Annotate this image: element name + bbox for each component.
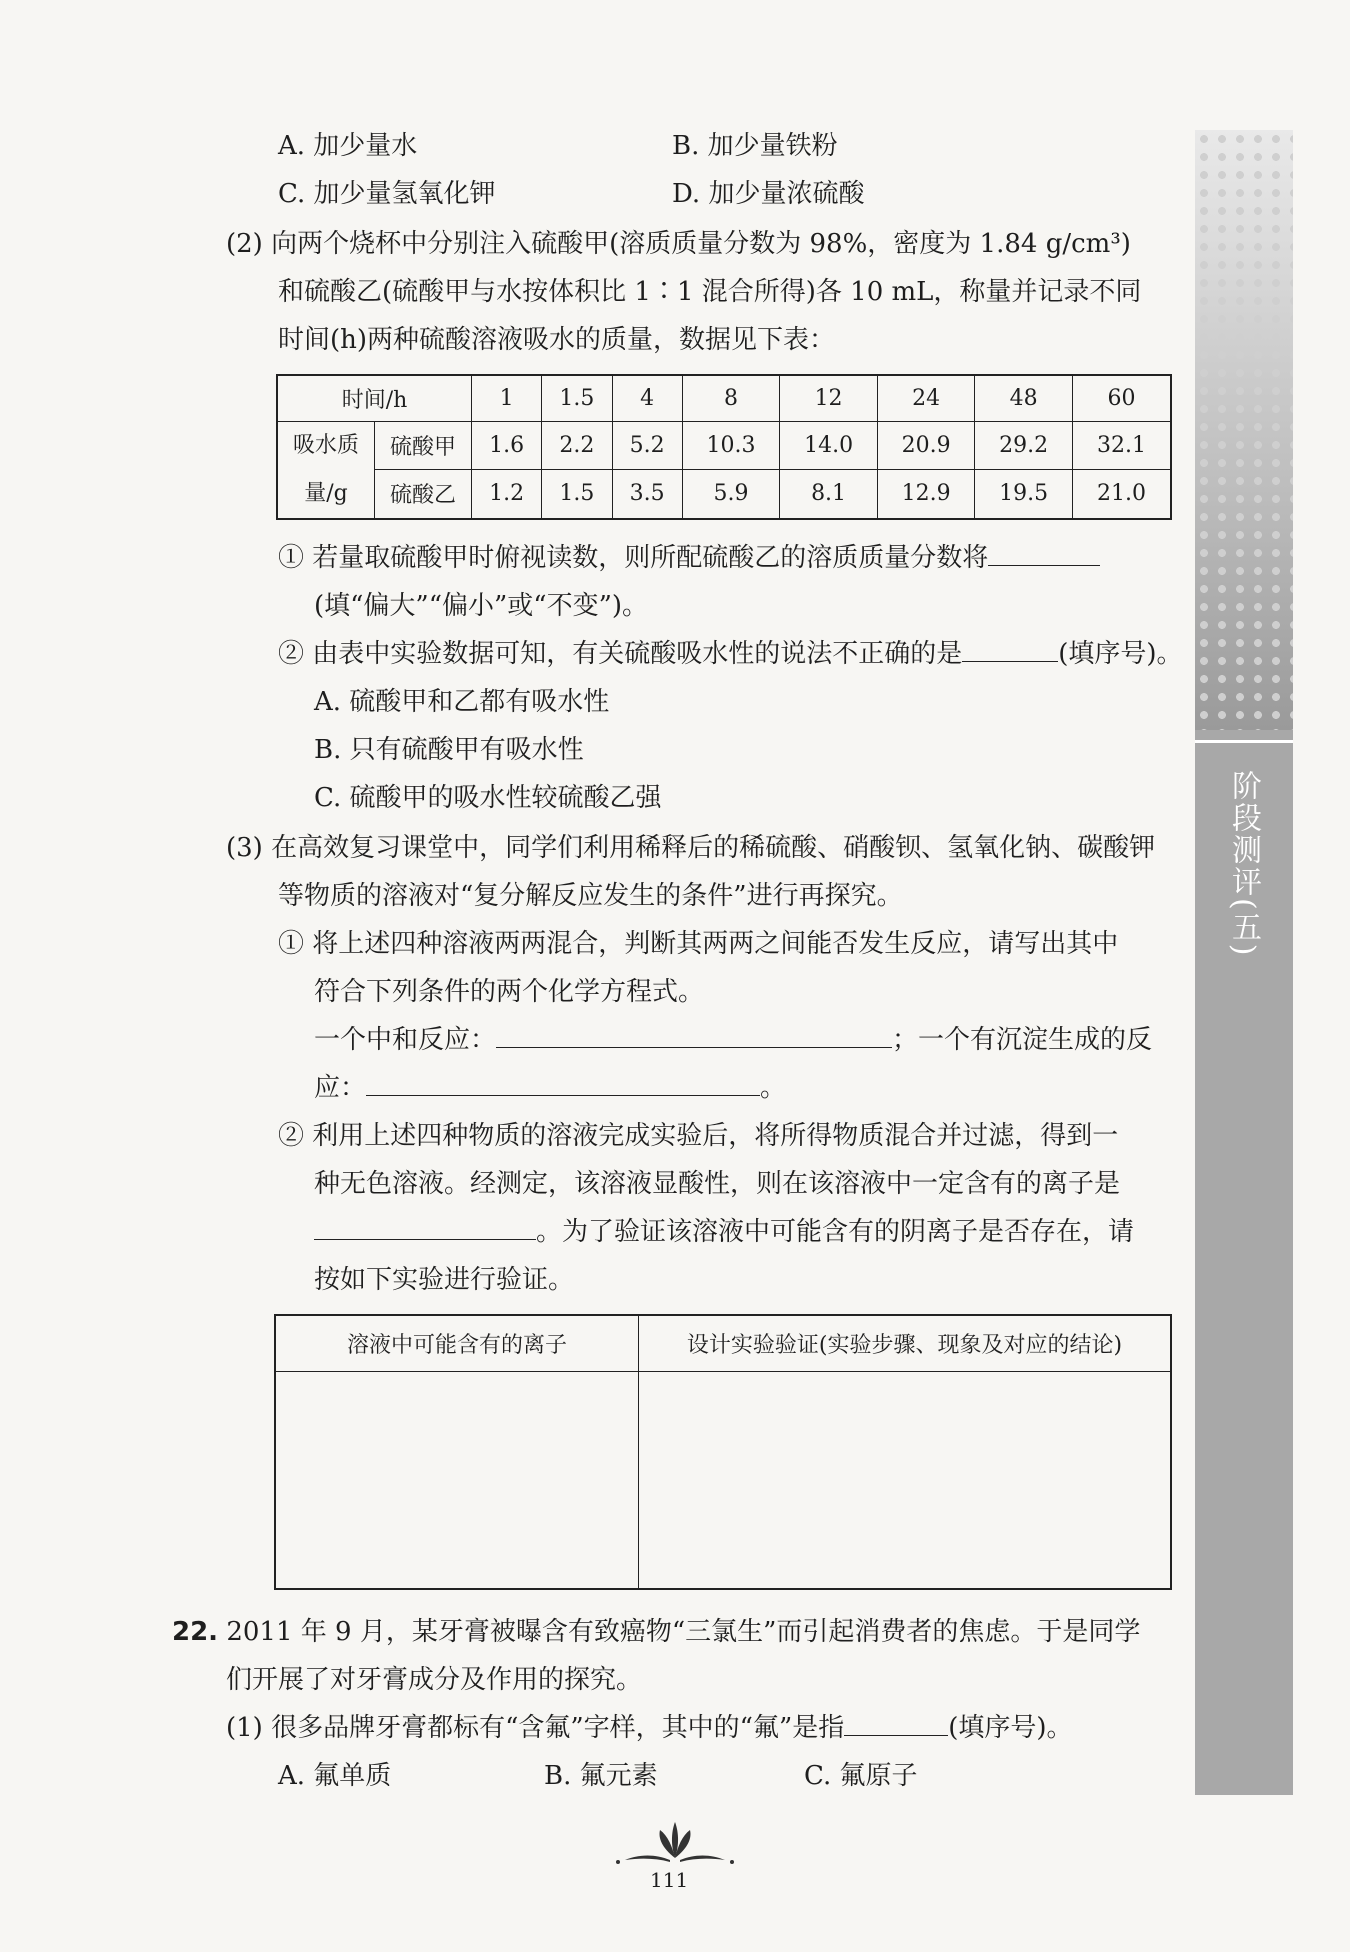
row-name: 硫酸乙	[375, 470, 472, 519]
group-label-line2: 量/g	[304, 480, 348, 506]
value-cell: 32.1	[1072, 421, 1171, 470]
time-cell: 60	[1072, 375, 1171, 421]
q2-opt-c: C. 硫酸甲的吸水性较硫酸乙强	[314, 783, 662, 813]
experiment-answer-cell[interactable]	[639, 1371, 1172, 1589]
q3-line1: (3) 在高效复习课堂中，同学们利用稀释后的稀硫酸、硝酸钡、氢氧化钠、碳酸钾	[226, 833, 1156, 863]
q3-s1-line1: ① 将上述四种溶液两两混合，判断其两两之间能否发生反应，请写出其中	[278, 929, 1119, 959]
q22-sub1	[226, 1710, 1073, 1746]
time-header: 时间/h	[277, 375, 472, 421]
q2-line1: (2) 向两个烧杯中分别注入硫酸甲(溶质质量分数为 98%，密度为 1.84 g/cm³)	[226, 229, 1131, 259]
value-cell: 5.9	[682, 470, 780, 519]
value-cell: 21.0	[1072, 470, 1171, 519]
leaf-ornament-icon	[600, 1818, 750, 1868]
answer-blank[interactable]	[844, 1711, 948, 1736]
side-divider	[1195, 740, 1293, 743]
q22-number: 22.	[172, 1617, 219, 1647]
value-cell: 5.2	[612, 421, 682, 470]
answer-blank[interactable]	[962, 637, 1058, 662]
time-cell: 24	[877, 375, 975, 421]
q3-s1-line4	[314, 1070, 786, 1106]
ions-answer-cell[interactable]	[275, 1371, 639, 1589]
verification-table	[274, 1314, 1172, 1590]
q2-s2-pre: ② 由表中实验数据可知，有关硫酸吸水性的说法不正确的是	[278, 639, 963, 669]
q3-s1-line2: 符合下列条件的两个化学方程式。	[314, 977, 705, 1007]
value-cell: 19.5	[975, 470, 1073, 519]
q22-text1: 2011 年 9 月，某牙膏被曝含有致癌物“三氯生”而引起消费者的焦虑。于是同学	[226, 1617, 1141, 1647]
q2-opt-a: A. 硫酸甲和乙都有吸水性	[314, 687, 610, 717]
q3-s2-line3	[314, 1214, 1134, 1250]
q2-line2: 和硫酸乙(硫酸甲与水按体积比 1∶1 混合所得)各 10 mL，称量并记录不同	[278, 277, 1142, 307]
value-cell: 29.2	[975, 421, 1073, 470]
answer-blank[interactable]	[366, 1071, 760, 1096]
q3-s1-line4-pre: 应：	[314, 1073, 367, 1103]
time-cell: 1.5	[542, 375, 612, 421]
absorption-table	[276, 374, 1172, 520]
time-cell: 8	[682, 375, 780, 421]
option-b: B. 加少量铁粉	[672, 131, 838, 161]
q3-s2-line2: 种无色溶液。经测定，该溶液显酸性，则在该溶液中一定含有的离子是	[314, 1169, 1121, 1199]
option-d: D. 加少量浓硫酸	[672, 179, 865, 209]
q3-line2: 等物质的溶液对“复分解反应发生的条件”进行再探究。	[278, 881, 903, 911]
value-cell: 20.9	[877, 421, 975, 470]
page-number: 111	[650, 1868, 689, 1892]
q3-s1-line3-pre: 一个中和反应：	[314, 1025, 497, 1055]
q2-opt-b: B. 只有硫酸甲有吸水性	[314, 735, 584, 765]
q22-opt-b: B. 氟元素	[544, 1761, 658, 1791]
answer-blank[interactable]	[988, 541, 1100, 566]
value-cell: 2.2	[542, 421, 612, 470]
value-cell: 10.3	[682, 421, 780, 470]
q2-line3: 时间(h)两种硫酸溶液吸水的质量，数据见下表：	[278, 325, 836, 355]
row-name: 硫酸甲	[375, 421, 472, 470]
time-cell: 48	[975, 375, 1073, 421]
q2-s1-line1	[278, 540, 1100, 576]
q3-s1-line4-post: 。	[760, 1073, 787, 1103]
q3-s2-line1: ② 利用上述四种物质的溶液完成实验后，将所得物质混合并过滤，得到一	[278, 1121, 1119, 1151]
value-cell: 1.2	[472, 470, 542, 519]
value-cell: 12.9	[877, 470, 975, 519]
option-a: A. 加少量水	[278, 131, 418, 161]
col-header-ions: 溶液中可能含有的离子	[275, 1315, 639, 1371]
q3-s2-line3-post: 。为了验证该溶液中可能含有的阴离子是否存在，请	[536, 1217, 1135, 1247]
answer-blank[interactable]	[496, 1023, 892, 1048]
group-label-line1: 吸水质	[292, 432, 359, 458]
q3-s1-line3-post: ；一个有沉淀生成的反	[892, 1025, 1153, 1055]
side-pattern	[1195, 130, 1293, 730]
q22-sub1-post: (填序号)。	[948, 1713, 1073, 1743]
time-cell: 1	[472, 375, 542, 421]
value-cell: 8.1	[780, 470, 878, 519]
q22-line1	[172, 1614, 1140, 1650]
q2-s2-line	[278, 636, 1183, 672]
col-header-experiment: 设计实验验证(实验步骤、现象及对应的结论)	[639, 1315, 1172, 1371]
q22-opt-c: C. 氟原子	[804, 1761, 918, 1791]
q22-line2: 们开展了对牙膏成分及作用的探究。	[226, 1665, 643, 1695]
q22-sub1-pre: (1) 很多品牌牙膏都标有“含氟”字样，其中的“氟”是指	[226, 1713, 845, 1743]
side-tab	[1195, 130, 1293, 1795]
q2-s1-line2: (填“偏大”“偏小”或“不变”)。	[314, 591, 649, 621]
value-cell: 1.5	[542, 470, 612, 519]
time-cell: 12	[780, 375, 878, 421]
q2-s1-text: ① 若量取硫酸甲时俯视读数，则所配硫酸乙的溶质质量分数将	[278, 543, 989, 573]
q3-s2-line4: 按如下实验进行验证。	[314, 1265, 575, 1295]
q3-s1-line3	[314, 1022, 1152, 1058]
q2-s2-post: (填序号)。	[1058, 639, 1183, 669]
time-cell: 4	[612, 375, 682, 421]
option-c: C. 加少量氢氧化钾	[278, 179, 496, 209]
side-tab-label: 阶段测评(五)	[1226, 770, 1261, 958]
value-cell: 1.6	[472, 421, 542, 470]
answer-blank[interactable]	[314, 1215, 536, 1240]
q22-opt-a: A. 氟单质	[278, 1761, 392, 1791]
value-cell: 3.5	[612, 470, 682, 519]
value-cell: 14.0	[780, 421, 878, 470]
group-label	[277, 421, 375, 519]
